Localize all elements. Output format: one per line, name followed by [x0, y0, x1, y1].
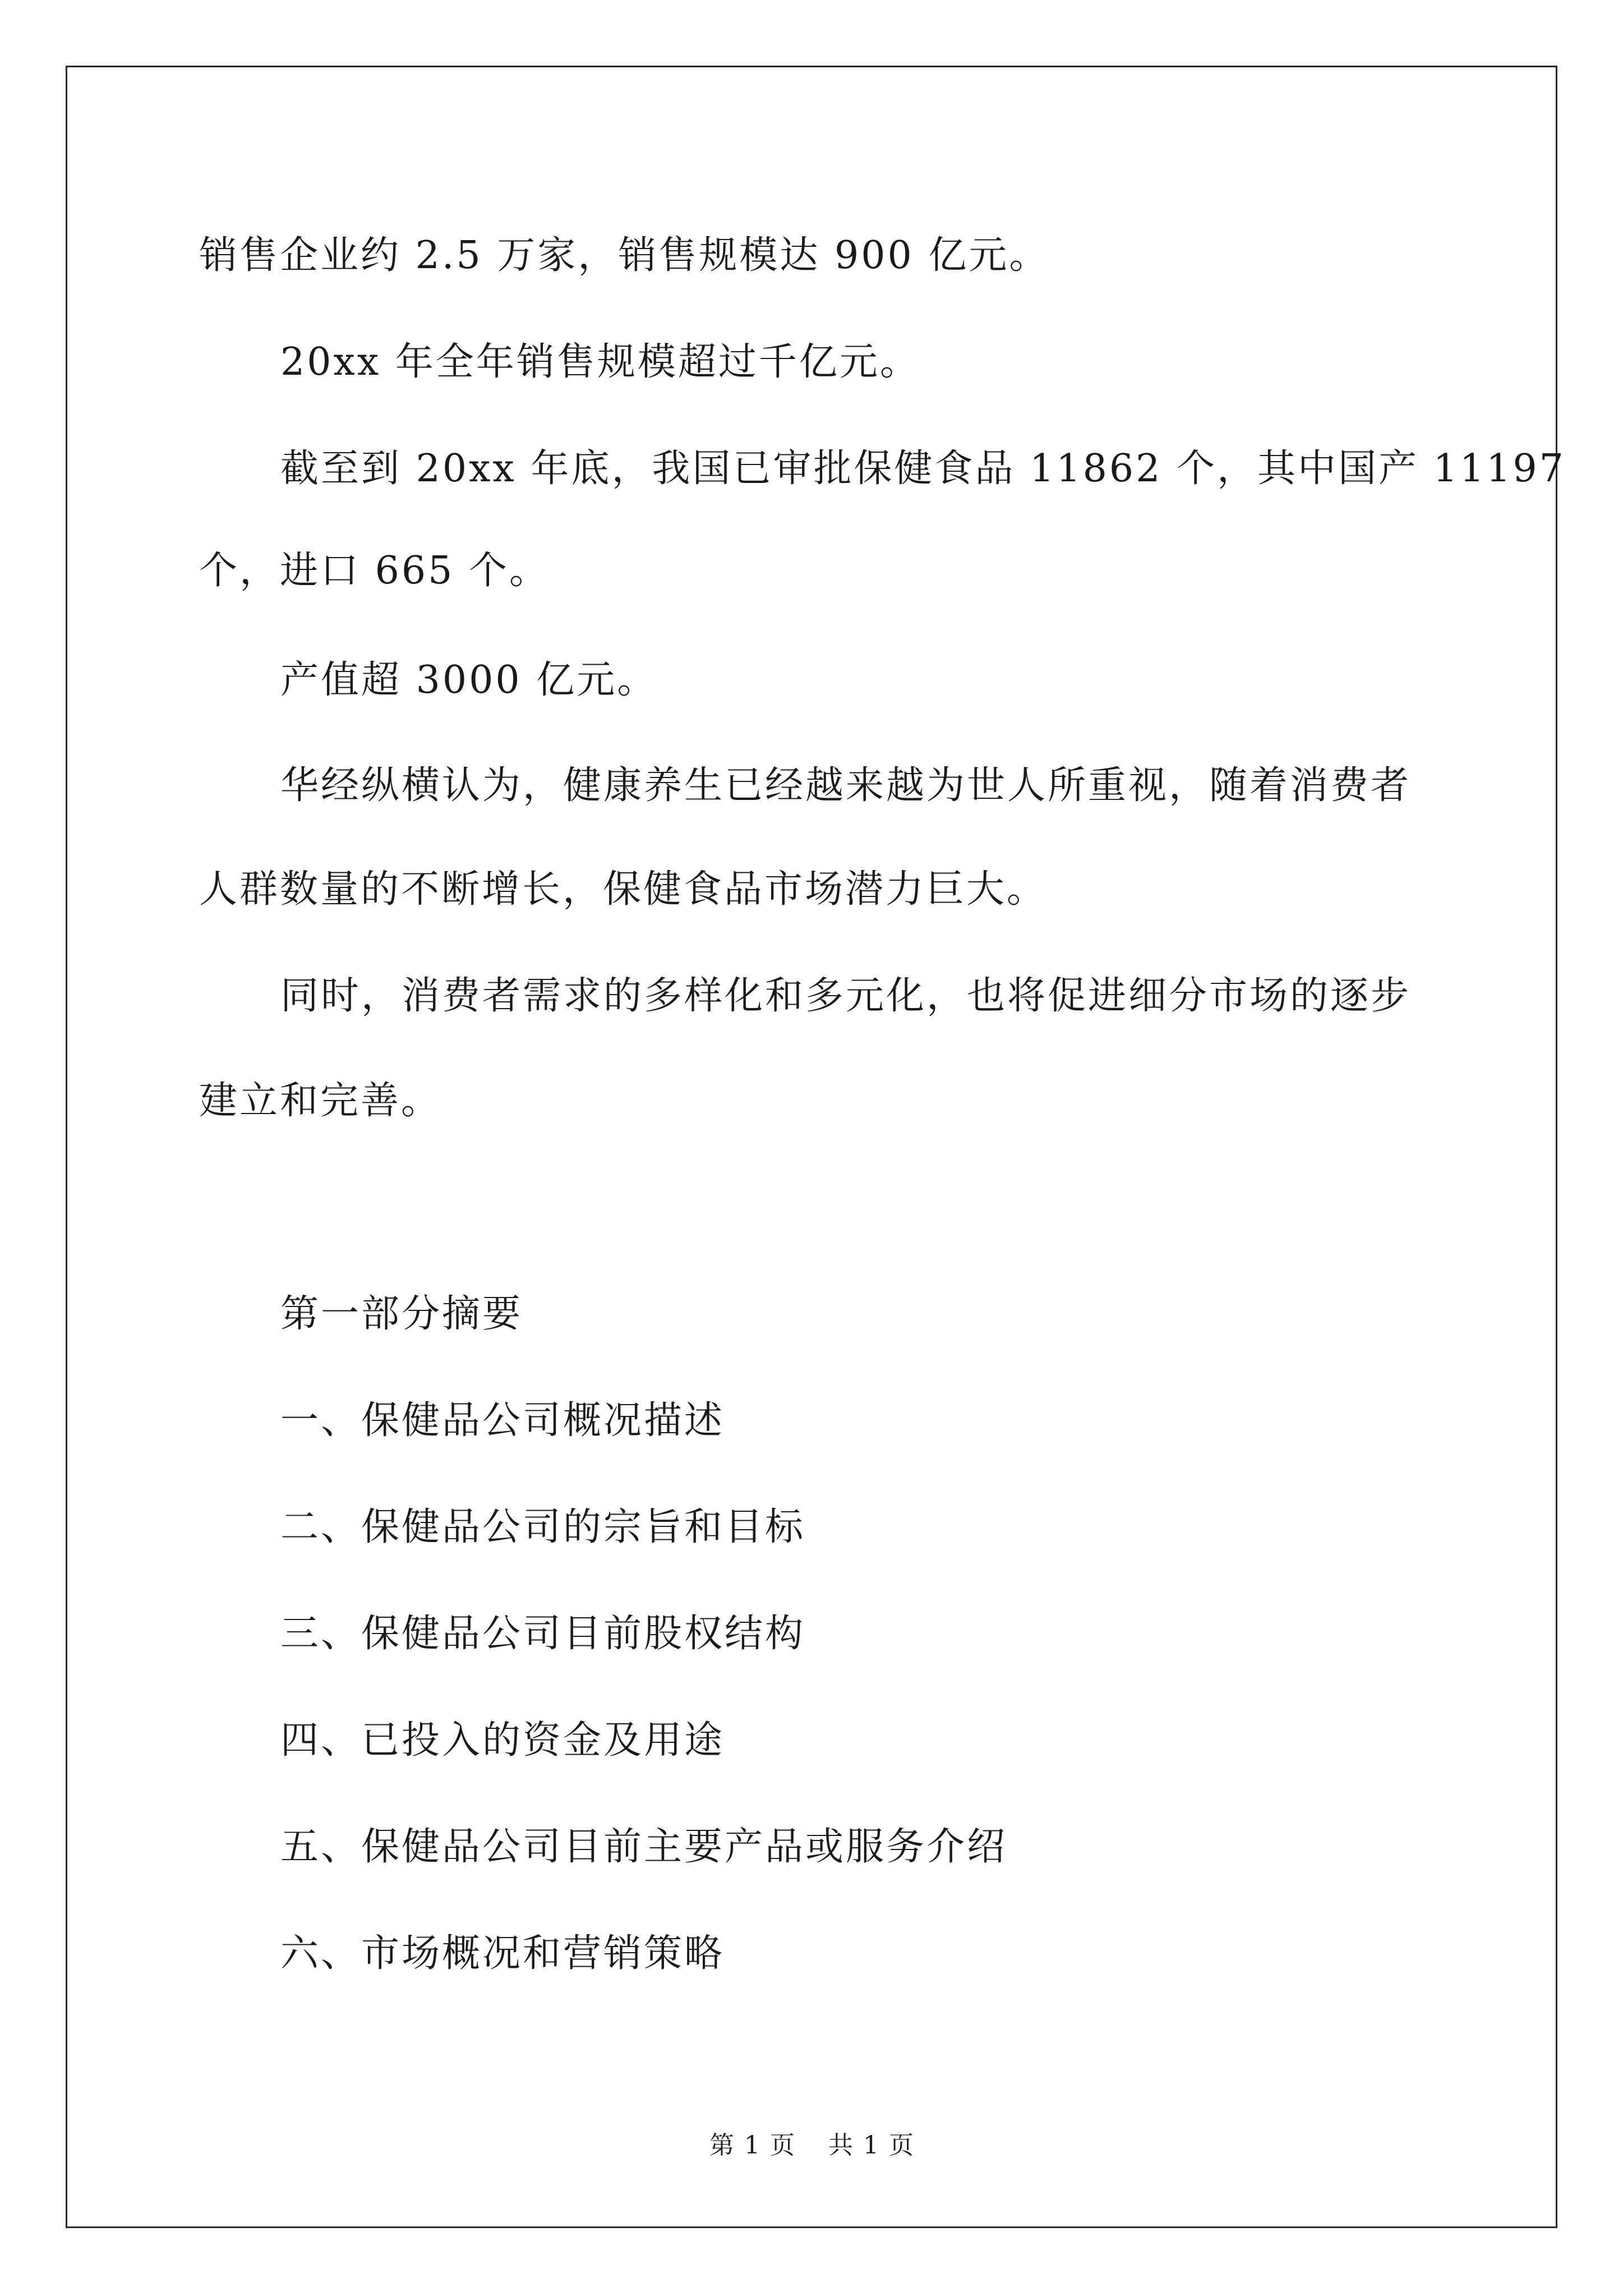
- page-total: 共 1 页: [828, 2131, 914, 2160]
- page-border: [66, 66, 1566, 2228]
- page-number: 第 1 页: [709, 2131, 795, 2160]
- paragraph-line: 华经纵横认为，健康养生已经越来越为世人所重视，随着消费者: [280, 763, 1412, 808]
- outline-item: 三、保健品公司目前股权结构: [280, 1612, 806, 1656]
- paragraph-line: 人群数量的不断增长，保健食品市场潜力巨大。: [199, 867, 1048, 912]
- section-heading: 第一部分摘要: [280, 1292, 523, 1336]
- paragraph-line: 产值超 3000 亿元。: [280, 658, 658, 702]
- outline-item: 六、市场概况和营销策略: [280, 1931, 725, 1976]
- paragraph-line: 同时，消费者需求的多样化和多元化，也将促进细分市场的逐步: [280, 974, 1412, 1018]
- paragraph-line: 20xx 年全年销售规模超过千亿元。: [280, 340, 920, 384]
- outline-item: 四、已投入的资金及用途: [280, 1718, 725, 1763]
- paragraph-line: 建立和完善。: [199, 1079, 442, 1123]
- outline-item: 一、保健品公司概况描述: [280, 1398, 725, 1443]
- page-footer: [0, 2129, 1623, 2162]
- outline-item: 二、保健品公司的宗旨和目标: [280, 1505, 806, 1549]
- paragraph-line: 截至到 20xx 年底，我国已审批保健食品 11862 个，其中国产 11197: [280, 447, 1566, 491]
- outline-item: 五、保健品公司目前主要产品或服务介绍: [280, 1825, 1008, 1869]
- paragraph-line: 个，进口 665 个。: [199, 549, 550, 593]
- paragraph-line: 销售企业约 2.5 万家，销售规模达 900 亿元。: [199, 233, 1050, 278]
